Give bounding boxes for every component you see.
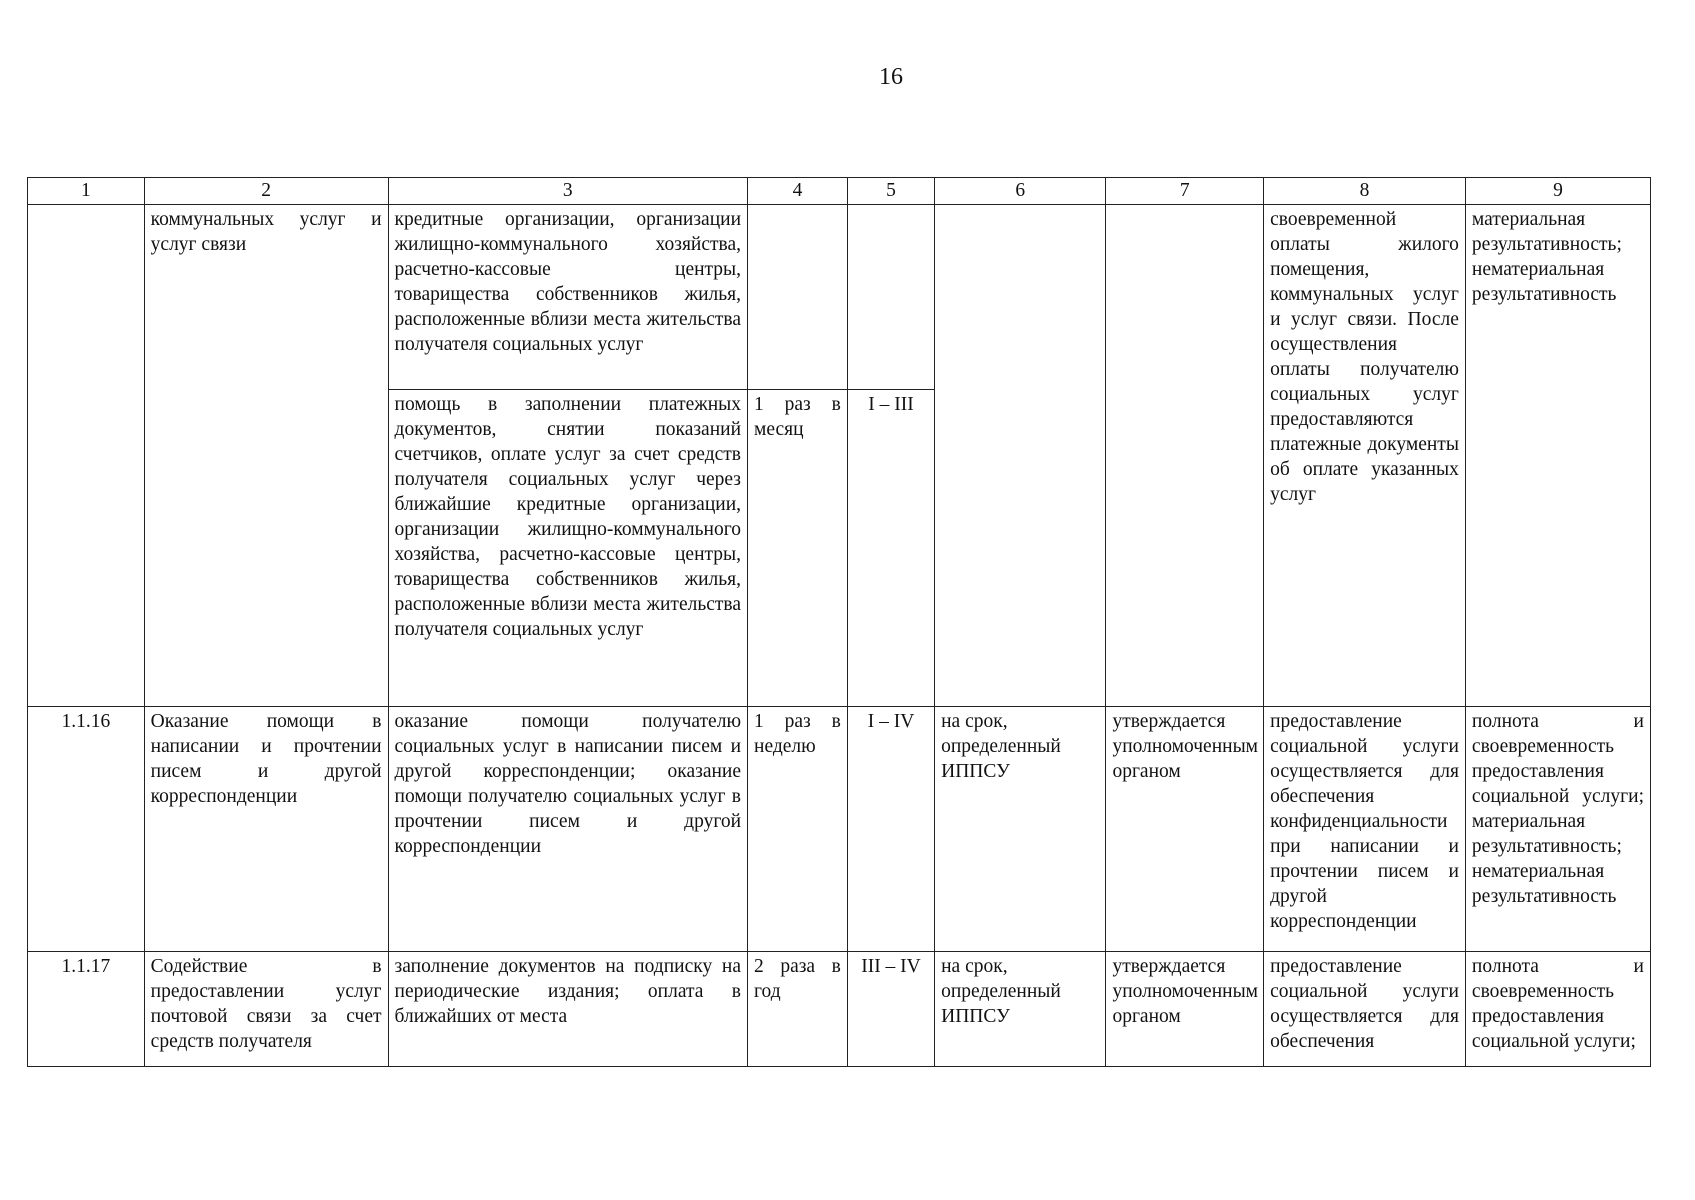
frequency-text: 2 раза в год <box>754 956 841 1002</box>
term-cell <box>935 205 1106 707</box>
frequency-cell <box>748 707 848 952</box>
conditions-cell <box>1264 205 1466 707</box>
service-number: 1.1.16 <box>61 711 111 732</box>
recipient-groups-cell <box>847 952 934 1067</box>
cost-text: утверждается уполномоченным органом <box>1112 711 1259 782</box>
column-number: 1 <box>28 178 145 205</box>
service-number: 1.1.17 <box>61 956 111 977</box>
quality-text: полнота и своевременность предоставления социальной услуги; <box>1471 956 1644 1052</box>
term-cell <box>935 707 1106 952</box>
column-number-row <box>28 178 1651 205</box>
service-description-cell <box>388 952 747 1067</box>
recipient-groups-cell <box>847 707 934 952</box>
cost-cell <box>1106 707 1264 952</box>
column-number: 5 <box>847 178 934 205</box>
column-number: 8 <box>1264 178 1466 205</box>
recipient-groups-text: I – IV <box>867 711 915 732</box>
service-number-cell <box>28 952 145 1067</box>
page-number: 16 <box>879 64 903 90</box>
frequency-text: 1 раз в неделю <box>754 711 841 757</box>
conditions-text: своевременной оплаты жилого помещения, коммунальных услуг и услуг связи. После осуществления оплаты получателю социальных услуг предоставляются платежные документы об оплате указанных услуг <box>1270 209 1459 505</box>
conditions-text: предоставление социальной услуги осуществляется для обеспечения конфиденциальности при написании и прочтении писем и другой корреспонденции <box>1270 711 1459 932</box>
service-number-cell <box>28 205 145 707</box>
recipient-groups-text: I – III <box>868 394 914 415</box>
recipient-groups-text: III – IV <box>861 956 921 977</box>
frequency-cell <box>748 952 848 1067</box>
service-name-cell <box>144 205 388 707</box>
column-number: 4 <box>748 178 848 205</box>
service-name: Оказание помощи в написании и прочтении писем и другой корреспонденции <box>150 711 382 807</box>
column-number: 3 <box>388 178 747 205</box>
frequency-text: 1 раз в месяц <box>754 394 841 440</box>
column-number: 9 <box>1465 178 1650 205</box>
service-description-cell <box>388 390 747 707</box>
conditions-text: предоставление социальной услуги осуществляется для обеспечения <box>1270 956 1459 1052</box>
conditions-cell <box>1264 952 1466 1067</box>
cost-cell <box>1106 205 1264 707</box>
term-text: на срок, определенный ИППСУ <box>941 711 1061 782</box>
service-description-cell <box>388 205 747 390</box>
recipient-groups-cell <box>847 205 934 390</box>
cost-text: утверждается уполномоченным органом <box>1112 956 1259 1027</box>
conditions-cell <box>1264 707 1466 952</box>
service-description: заполнение документов на подписку на периодические издания; оплата в ближайших от места <box>394 956 742 1027</box>
service-number-cell <box>28 707 145 952</box>
term-text: на срок, определенный ИППСУ <box>941 956 1061 1027</box>
table-row <box>28 205 1651 390</box>
quality-text: материальная результативность; нематериальная результативность <box>1471 209 1622 305</box>
quality-cell <box>1465 952 1650 1067</box>
table-row <box>28 952 1651 1067</box>
column-number: 6 <box>935 178 1106 205</box>
service-name: коммунальных услуг и услуг связи <box>150 209 382 255</box>
term-cell <box>935 952 1106 1067</box>
column-number: 2 <box>144 178 388 205</box>
frequency-cell <box>748 390 848 707</box>
quality-cell <box>1465 707 1650 952</box>
service-name: Содействие в предоставлении услуг почтовой связи за счет средств получателя <box>150 956 382 1052</box>
service-name-cell <box>144 952 388 1067</box>
service-description-cell <box>388 707 747 952</box>
table-row <box>28 707 1651 952</box>
service-description: оказание помощи получателю социальных услуг в написании писем и другой корреспонденции; оказание помощи получателю социальных услуг в прочтении писем и другой корреспонденции <box>394 711 742 857</box>
quality-text: полнота и своевременность предоставления социальной услуги; материальная результативность; нематериальная результативность <box>1471 711 1644 907</box>
quality-cell <box>1465 205 1650 707</box>
service-description: помощь в заполнении платежных документов, снятии показаний счетчиков, оплате услуг за счет средств получателя социальных услуг через ближайшие кредитные организации, организации жилищно-коммунального хозяйства, расчетно-кассовые центры, товарищества собственников жилья, расположенные вблизи места жительства получателя социальных услуг <box>394 394 742 640</box>
cost-cell <box>1106 952 1264 1067</box>
frequency-cell <box>748 205 848 390</box>
column-number: 7 <box>1106 178 1264 205</box>
service-description: кредитные организации, организации жилищно-коммунального хозяйства, расчетно-кассовые центры, товарищества собственников жилья, расположенные вблизи места жительства получателя социальных услуг <box>394 209 742 355</box>
service-name-cell <box>144 707 388 952</box>
services-table <box>27 177 1651 1067</box>
recipient-groups-cell <box>847 390 934 707</box>
